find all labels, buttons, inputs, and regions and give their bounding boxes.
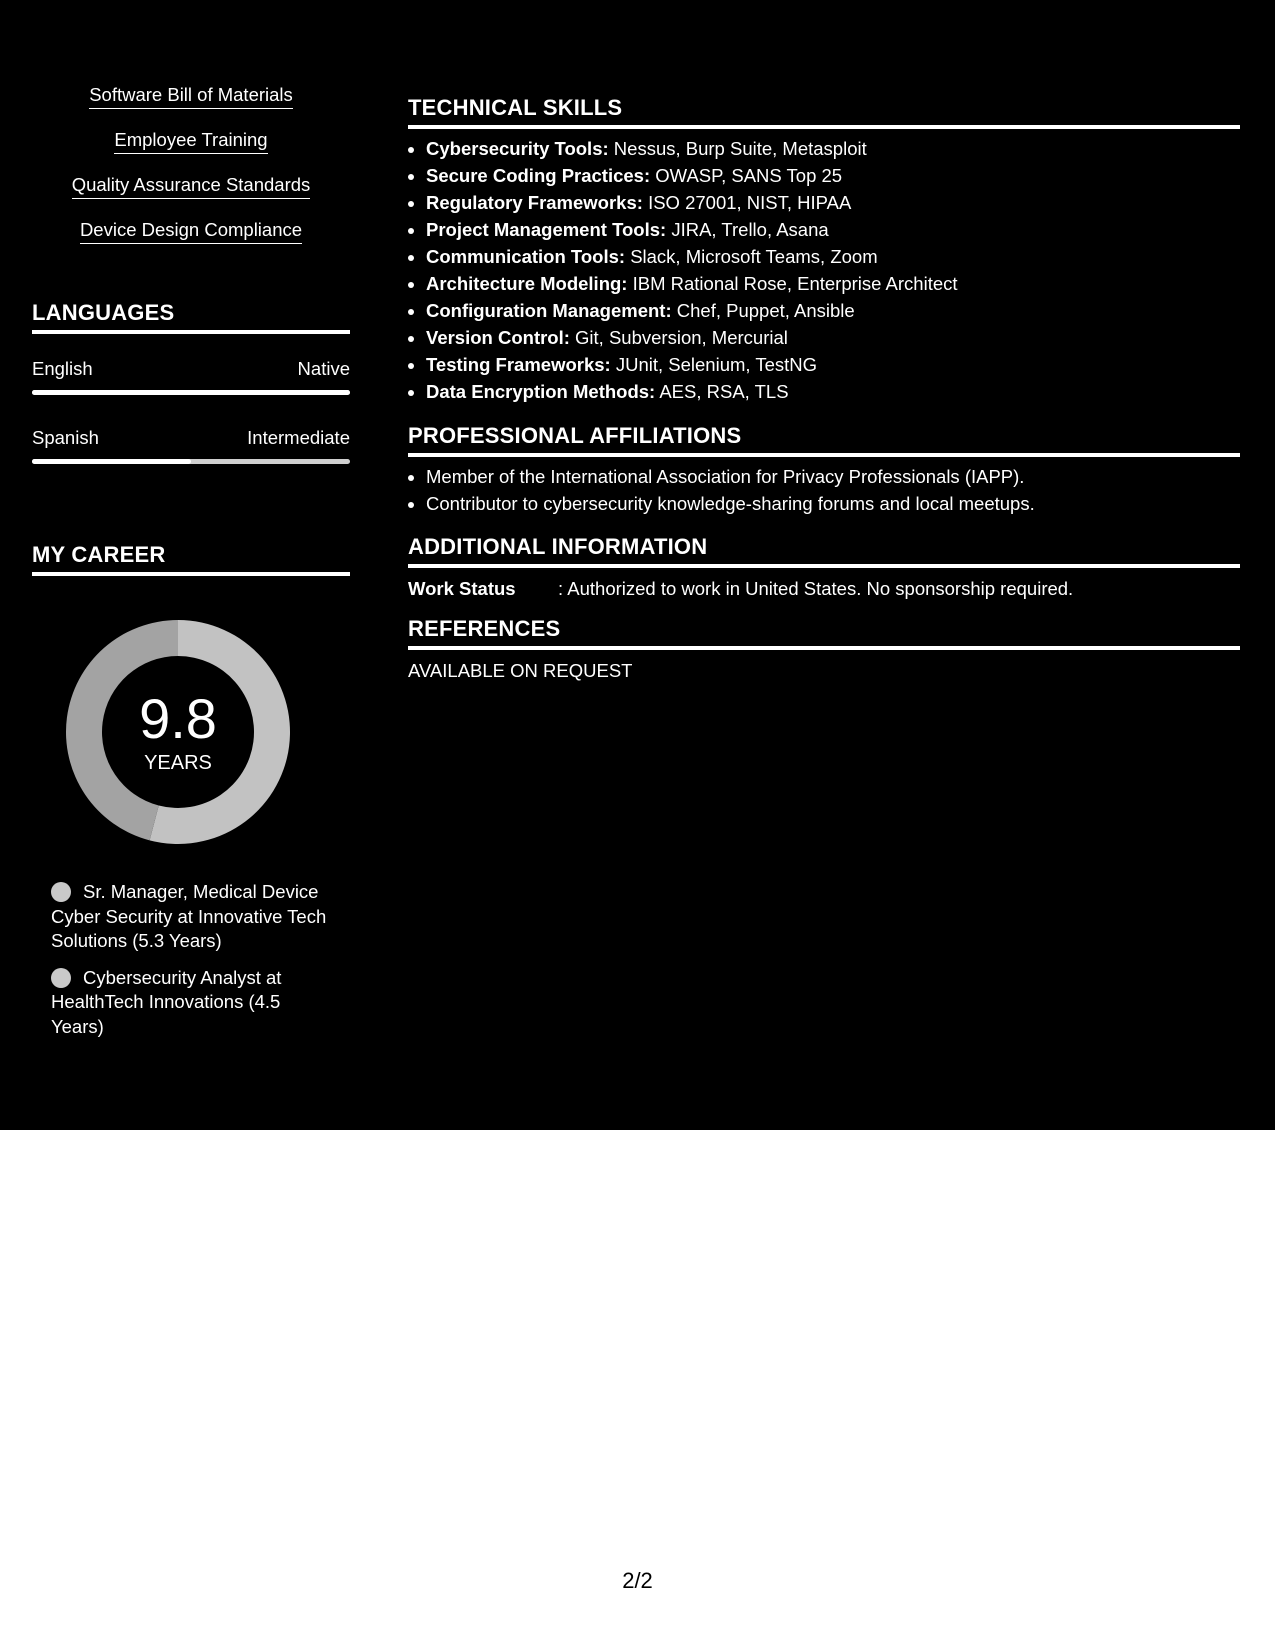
skill-label: Testing Frameworks:: [426, 354, 611, 375]
skill-tags: [32, 84, 350, 264]
skill-item: [426, 324, 1240, 351]
language-spanish: [32, 427, 350, 464]
career-heading: MY CAREER: [32, 542, 350, 576]
career-item: [51, 966, 331, 1040]
work-status-row: [408, 578, 1240, 600]
language-level: Intermediate: [247, 427, 350, 448]
affiliations-section: [408, 423, 1240, 517]
affiliations-heading: PROFESSIONAL AFFILIATIONS: [408, 423, 1240, 457]
skill-item: [426, 351, 1240, 378]
work-status-value: : Authorized to work in United States. No sponsorship required.: [558, 578, 1074, 599]
main-content: [408, 0, 1240, 1130]
references-heading: REFERENCES: [408, 616, 1240, 650]
language-name: Spanish: [32, 427, 99, 448]
affiliation-item: • Contributor to cybersecurity knowledge-sharing forums and local meetups.: [426, 490, 1240, 517]
career-item-text: Cybersecurity Analyst at HealthTech Innovations (4.5 Years): [51, 966, 282, 1037]
skill-item: [426, 135, 1240, 162]
skill-tag: Device Design Compliance: [80, 219, 302, 244]
references-text: AVAILABLE ON REQUEST: [408, 660, 633, 681]
skill-item: [426, 243, 1240, 270]
language-english: [32, 358, 350, 395]
work-status-label: Work Status: [408, 578, 516, 599]
skill-tag: Quality Assurance Standards: [72, 174, 311, 199]
skill-tag: Software Bill of Materials: [89, 84, 293, 109]
affiliations-list: [408, 463, 1240, 517]
skill-item: [426, 216, 1240, 243]
skill-item: [426, 189, 1240, 216]
skill-label: Version Control:: [426, 327, 570, 348]
skill-item: [426, 270, 1240, 297]
references-section: [408, 616, 1240, 682]
career-item: [51, 880, 331, 954]
sidebar: [32, 0, 350, 1130]
skill-value: Git, Subversion, Mercurial: [575, 327, 788, 348]
career-item-text: Sr. Manager, Medical Device Cyber Security at Innovative Tech Solutions (5.3 Years): [51, 881, 327, 951]
skill-label: Project Management Tools:: [426, 219, 667, 240]
bullet-dot-icon: [51, 882, 71, 902]
additional-info-section: [408, 534, 1240, 600]
skill-value: Nessus, Burp Suite, Metasploit: [613, 138, 867, 159]
career-total-unit: YEARS: [144, 752, 212, 774]
skill-label: Data Encryption Methods:: [426, 381, 656, 402]
skill-value: AES, RSA, TLS: [659, 381, 789, 402]
language-name: English: [32, 358, 93, 379]
technical-skills-heading: TECHNICAL SKILLS: [408, 95, 1240, 129]
career-donut-chart: [66, 620, 290, 844]
technical-skills-section: [408, 95, 1240, 405]
skill-label: Cybersecurity Tools:: [426, 138, 609, 159]
language-proficiency-bar: [32, 390, 350, 395]
affiliation-item: • Member of the International Association for Privacy Professionals (IAPP).: [426, 463, 1240, 490]
skill-value: Slack, Microsoft Teams, Zoom: [630, 246, 878, 267]
skill-label: Configuration Management:: [426, 300, 672, 321]
skill-item: [426, 297, 1240, 324]
career-list: [51, 880, 331, 1051]
languages-heading: LANGUAGES: [32, 300, 350, 334]
skill-value: ISO 27001, NIST, HIPAA: [648, 192, 852, 213]
skill-value: JIRA, Trello, Asana: [671, 219, 829, 240]
language-proficiency-bar: [32, 459, 350, 464]
skill-value: Chef, Puppet, Ansible: [676, 300, 855, 321]
skills-list: [408, 135, 1240, 405]
career-total-years: 9.8: [139, 687, 217, 750]
skill-tag: Employee Training: [114, 129, 267, 154]
additional-info-heading: ADDITIONAL INFORMATION: [408, 534, 1240, 568]
skill-value: IBM Rational Rose, Enterprise Architect: [632, 273, 958, 294]
skill-item: [426, 378, 1240, 405]
skill-label: Architecture Modeling:: [426, 273, 628, 294]
skill-label: Secure Coding Practices:: [426, 165, 651, 186]
page-number: 2/2: [622, 1568, 653, 1593]
skill-label: Communication Tools:: [426, 246, 626, 267]
skill-item: [426, 162, 1240, 189]
language-proficiency-fill: [32, 459, 191, 464]
skill-label: Regulatory Frameworks:: [426, 192, 643, 213]
bullet-dot-icon: [51, 968, 71, 988]
language-level: Native: [297, 358, 350, 379]
skill-value: JUnit, Selenium, TestNG: [615, 354, 818, 375]
language-proficiency-fill: [32, 390, 350, 395]
skill-value: OWASP, SANS Top 25: [655, 165, 843, 186]
